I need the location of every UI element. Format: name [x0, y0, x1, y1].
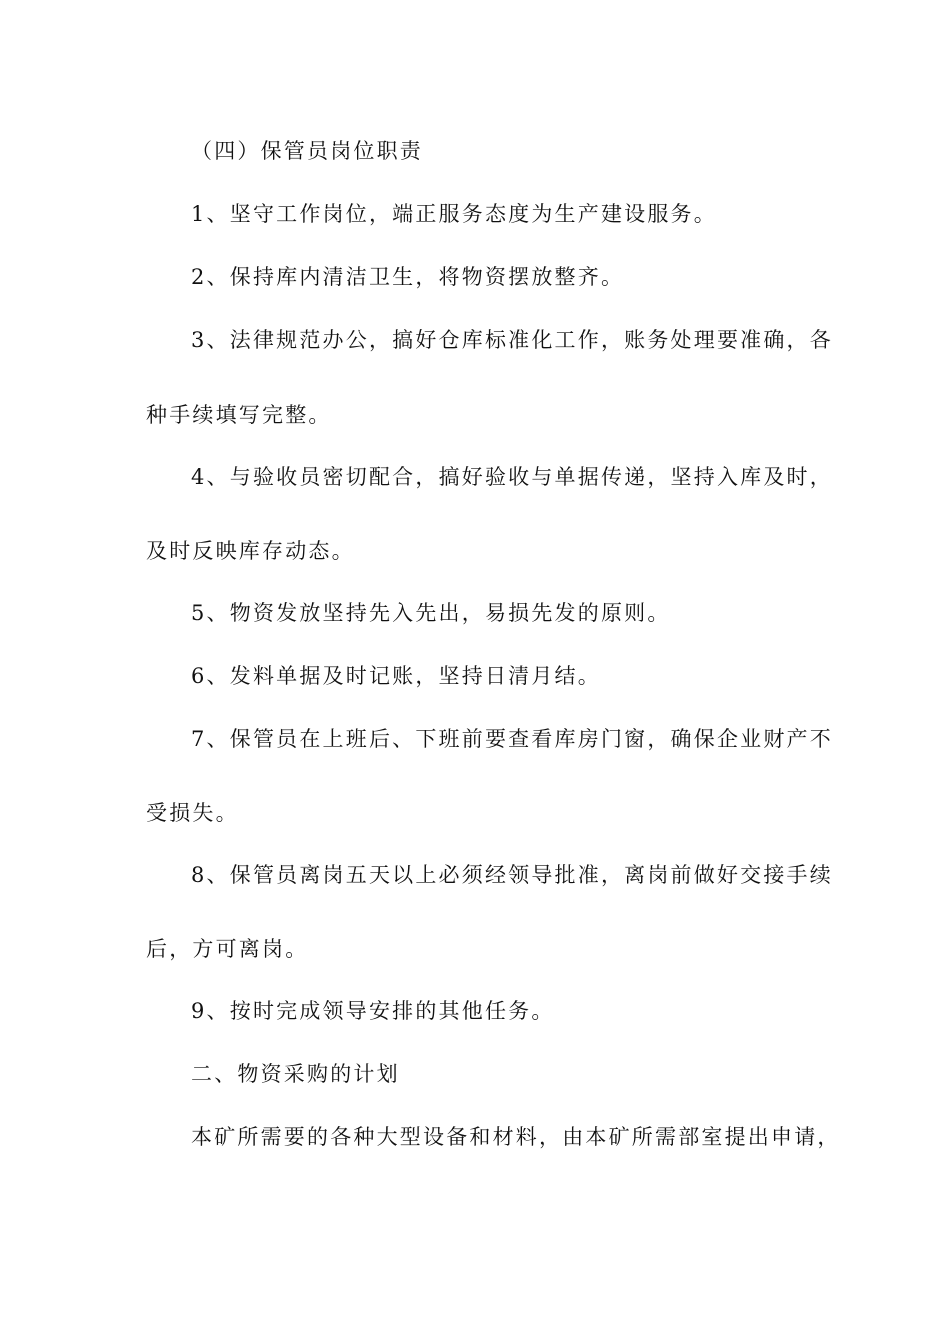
paragraph-line: 7、保管员在上班后、下班前要查看库房门窗，确保企业财产不 [191, 727, 833, 751]
paragraph-line: 9、按时完成领导安排的其他任务。 [191, 999, 555, 1023]
section-heading: （四）保管员岗位职责 [191, 139, 423, 163]
paragraph-line: 1、坚守工作岗位，端正服务态度为生产建设服务。 [191, 202, 717, 226]
paragraph-line: 受损失。 [146, 801, 239, 825]
paragraph-line: 8、保管员离岗五天以上必须经领导批准，离岗前做好交接手续 [191, 863, 833, 887]
paragraph-line: 2、保持库内清洁卫生，将物资摆放整齐。 [191, 265, 625, 289]
paragraph-line: 3、法律规范办公，搞好仓库标准化工作，账务处理要准确，各 [191, 328, 833, 352]
paragraph-line: 后，方可离岗。 [146, 937, 309, 961]
paragraph-line: 及时反映库存动态。 [146, 539, 355, 563]
paragraph-line: 本矿所需要的各种大型设备和材料，由本矿所需部室提出申请， [191, 1125, 841, 1149]
paragraph-line: 5、物资发放坚持先入先出，易损先发的原则。 [191, 601, 671, 625]
section-heading: 二、物资采购的计划 [191, 1062, 400, 1086]
paragraph-line: 6、发料单据及时记账，坚持日清月结。 [191, 664, 601, 688]
paragraph-line: 4、与验收员密切配合，搞好验收与单据传递，坚持入库及时， [191, 465, 833, 489]
paragraph-line: 种手续填写完整。 [146, 403, 332, 427]
